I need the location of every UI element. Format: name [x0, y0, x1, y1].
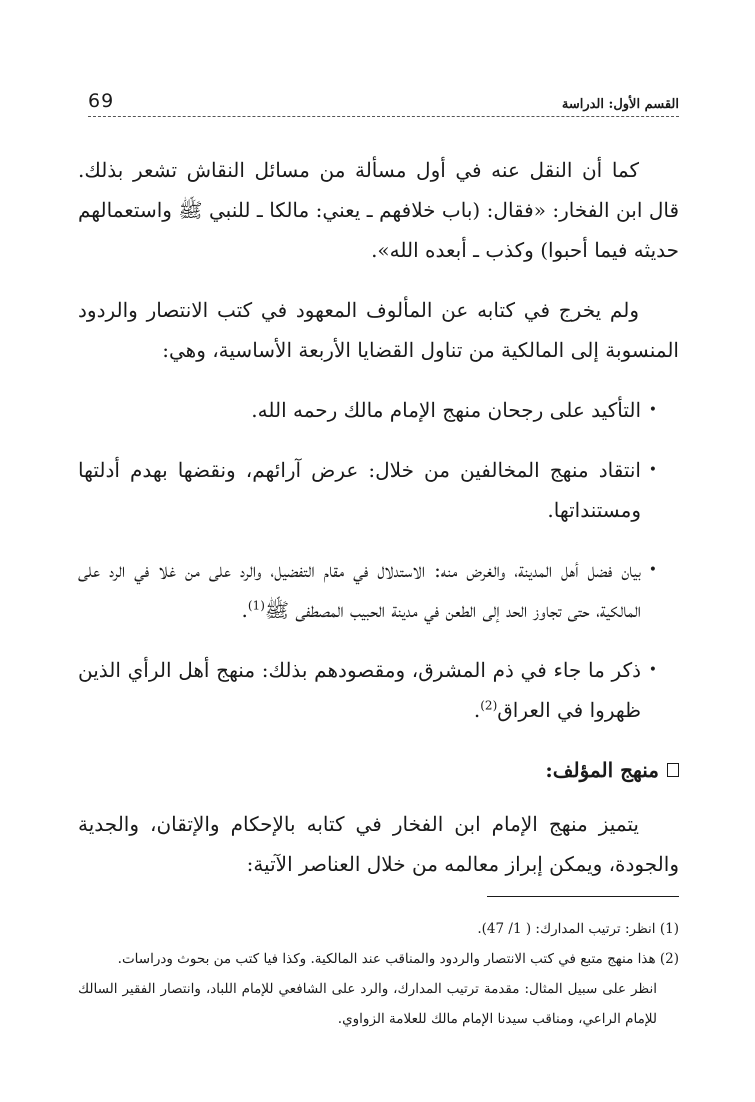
list-item-text: انتقاد منهج المخالفين من خلال: عرض آرائهم، ونقضها بهدم أدلتها ومستنداتها. [78, 458, 641, 522]
square-bullet-icon [667, 763, 679, 777]
bullet-icon: • [648, 402, 657, 418]
footnote-ref-1: (1) [247, 598, 265, 613]
bullet-icon: • [648, 662, 657, 678]
footnote-1: (1) انظر: ترتيب المدارك: ( 1/ 47). [477, 921, 679, 937]
bullet-icon: • [648, 462, 657, 478]
running-header [88, 86, 679, 112]
issues-list [78, 390, 679, 730]
bullet-icon: • [648, 562, 657, 578]
list-item [78, 450, 679, 530]
running-title: القسم الأول: الدراسة [561, 97, 679, 112]
section-heading-text: منهج المؤلف: [545, 758, 659, 782]
list-item-text: ذكر ما جاء في ذم المشرق، ومقصودهم بذلك: منهج أهل الرأي الذين ظهروا في العراق [78, 658, 641, 722]
footnote-divider [487, 896, 679, 897]
quote-ibn-alfakhkhar: «فقال: (باب خلافهم ـ يعني: مالكا ـ للنبي ﷺ واستعمالهم حديثه فيما أحبوا) وكذب ـ أبعده الله». [78, 198, 679, 262]
paragraph-intro [78, 150, 679, 270]
list-item: • بيان فضل أهل المدينة، والغرض منه: الاستدلال في مقام التفضيل، والرد على من غلا في الرد على المالكية، حتى تجاوز الحد إلى الطعن في مدينة الحبيب المصطفى ﷺ$^{(1)}$. [78, 550, 679, 630]
main-text [78, 150, 679, 904]
list-item [78, 390, 679, 430]
section-heading [78, 750, 679, 790]
list-item-text: التأكيد على رجحان منهج الإمام مالك رحمه الله. [251, 398, 641, 422]
list-item: • ذكر ما جاء في ذم المشرق، ومقصودهم بذلك: منهج أهل الرأي الذين ظهروا في العراق$^{(2)}$. [78, 650, 679, 730]
footnote-2: (2) هذا منهج متبع في كتب الانتصار والردود والمناقب عند المالكية. وكذا فيا كتب من بحوث ودراسات. [117, 951, 679, 967]
paragraph-issues: ولم يخرج في كتابه عن المألوف المعهود في كتب الانتصار والردود المنسوبة إلى المالكية من تناول القضايا الأربعة الأساسية، وهي: [78, 298, 679, 362]
list-item-text: بيان فضل أهل المدينة، والغرض منه: الاستدلال في مقام التفضيل، والرد على من غلا في الرد على المالكية، حتى تجاوز الحد إلى الطعن في مدينة الحبيب المصطفى ﷺ [78, 558, 641, 622]
footnote-ref-2: (2) [480, 698, 498, 713]
paragraph-method: يتميز منهج الإمام ابن الفخار في كتابه بالإحكام والإتقان، والجدية والجودة، ويمكن إبراز معالمه من خلال العناصر الآتية: [78, 812, 679, 876]
paragraph-intro-text: كما أن النقل عنه في أول مسألة من مسائل النقاش تشعر بذلك. قال ابن الفخار: [78, 158, 680, 222]
footnote-2-continuation: انظر على سبيل المثال: مقدمة ترتيب المدارك، والرد على الشافعي للإمام اللباد، وانتصار الفقير السالك للإمام الراعي، ومناقب سيدنا الإمام مالك للعلامة الزواوي. [78, 981, 657, 1027]
footnotes [78, 914, 679, 1034]
page-number: 69 [88, 90, 115, 112]
header-divider [88, 116, 679, 117]
